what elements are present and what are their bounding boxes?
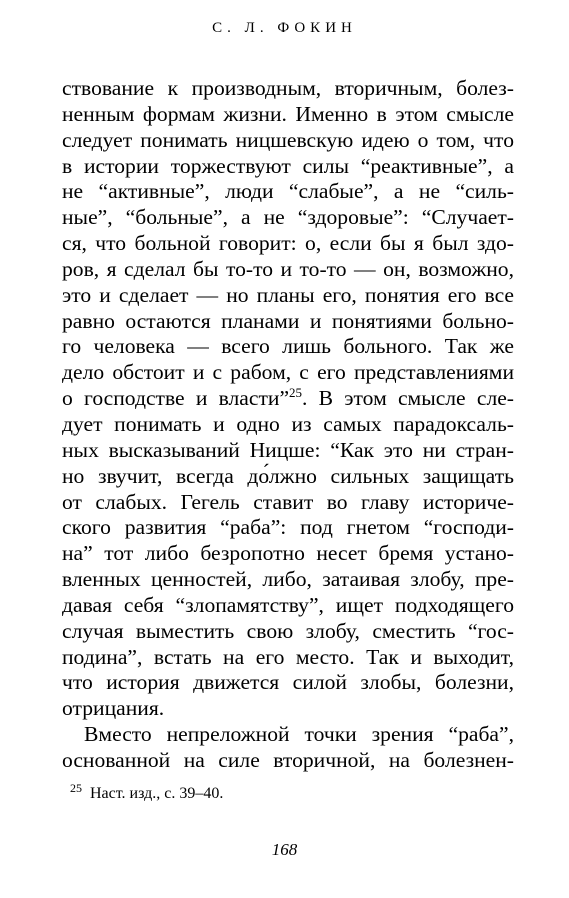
text-line: ствование к производным, вторичным, болез-	[62, 76, 514, 100]
text-line: от слабых. Гегель ставит во главу историче-	[62, 489, 514, 514]
text-line: дует понимать и одно из самых парадоксаль-	[62, 411, 514, 436]
text-line: отрицания.	[62, 696, 165, 721]
text-line: ненным формам жизни. Именно в этом смысле	[62, 101, 514, 126]
text-line: не “активные”, люди “слабые”, а не “силь-	[62, 179, 514, 204]
text-line: ров, я сделал бы то-то и то-то — он, возможно,	[62, 256, 514, 281]
footnote-text: Наст. изд., с. 39–40.	[90, 785, 224, 802]
text-line: давая себя “злопамятству”, ищет подходящего	[62, 592, 514, 617]
page-number: 168	[271, 840, 298, 859]
text-line: вленных ценностей, либо, затаивая злобу, пре-	[62, 567, 514, 592]
text-line: ского развития “раба”: под гнетом “господи-	[62, 515, 514, 540]
text-line-paragraph-start: Вместо непреложной точки зрения “раба”,	[84, 722, 514, 747]
text-line: основанной на силе вторичной, на болезнен-	[62, 747, 514, 772]
text-line: это и сделает — но планы его, понятия его все	[62, 282, 514, 307]
footnote	[70, 780, 224, 803]
text-line: следует понимать ницшевскую идею о том, что	[62, 127, 514, 152]
running-head: С. Л. ФОКИН	[212, 20, 357, 36]
body-text	[62, 76, 514, 774]
text-line: что история движется силой злобы, болезни,	[62, 670, 514, 695]
text-line: дело обстоит и с рабом, с его представлениями	[62, 360, 514, 385]
text-line: ся, что больной говорит: о, если бы я был здо-	[62, 231, 514, 256]
text-line: на” тот либо безропотно несет бремя устано-	[62, 541, 514, 566]
text-segment: . В этом смысле сле-	[302, 386, 514, 411]
footnote-reference[interactable]: 25	[289, 384, 303, 400]
text-line: ные”, “больные”, а не “здоровые”: “Случает-	[62, 205, 514, 230]
text-line: го человека — всего лишь больного. Так же	[62, 334, 514, 359]
text-line: в истории торжествуют силы “реактивные”, а	[62, 153, 514, 178]
text-line: подина”, встать на его место. Так и выходит,	[62, 644, 514, 669]
text-line: но звучит, всегда до́лжно сильных защищать	[62, 463, 514, 488]
text-segment: о господстве и власти”	[62, 386, 290, 411]
text-line-with-footnote	[62, 386, 514, 412]
footnote-number: 25	[70, 780, 82, 795]
text-line: ных высказываний Ницше: “Как это ни стран-	[62, 437, 514, 462]
text-line: случая выместить свою злобу, сместить “гос-	[62, 618, 514, 643]
text-line: равно остаются планами и понятиями больно-	[62, 308, 514, 333]
